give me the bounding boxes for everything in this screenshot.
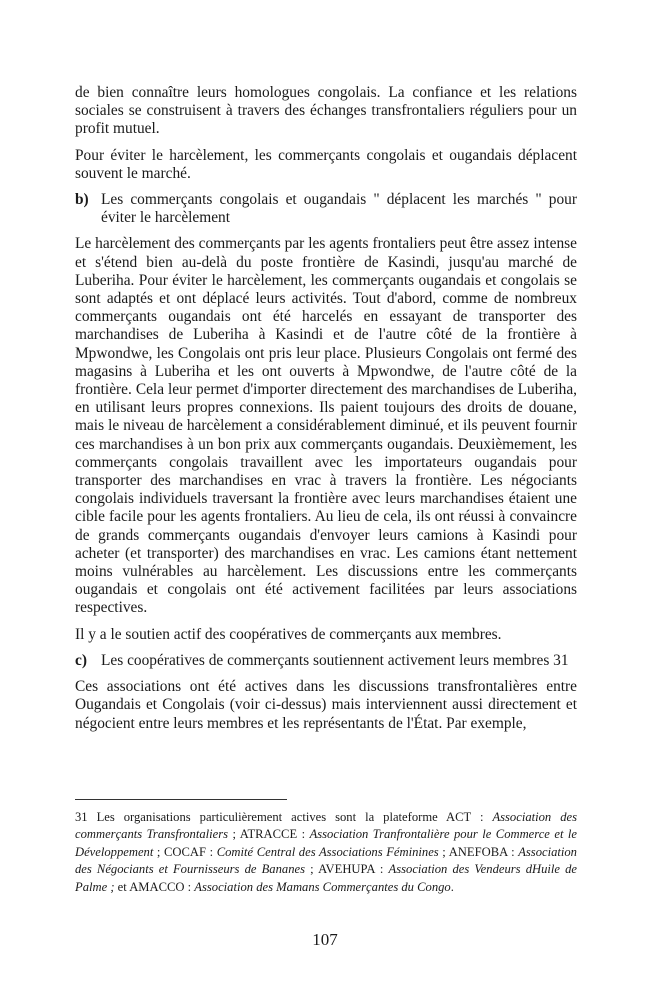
footnote-text: ; ATRACCE : [228,827,310,842]
footnote-text: ; AVEHUPA : [304,862,389,877]
subheading-c [75,652,577,670]
paragraph-intro: de bien connaître leurs homologues congolais. La confiance et les relations sociales se construisent à travers des échanges transfrontaliers réguliers pour un profit mutuel. [75,84,577,138]
page-number: 107 [312,930,338,949]
footnote-org-name: Association des Négociants et Fournisseurs de Bananes [75,844,577,877]
footnote-text: ; ANEFOBA : [438,844,519,859]
footnote-org-name: Association Tranfrontalière pour le Commerce et le Développement [75,827,577,859]
subheading-b-label: b) [75,191,89,209]
footnote-org-name: Association des Mamans Commerçantes du Congo [194,879,451,894]
footnote-text: . [450,879,454,894]
footnote-org-name: Association des commerçants Transfrontaliers [75,810,577,842]
paragraph-markets: Le harcèlement des commerçants par les agents frontaliers peut être assez intense et s'étend bien au-delà du poste frontière de Kasindi, jusqu'au marché de Luberiha. Pour éviter le harcèlement, les commerçants ougandais et congolais se sont adaptés et ont déplacé leurs activités. Tout d'abord, comme de nombreux commerçants ougandais ont été harcelés en essayant de transporter des marchandises de Luberiha à Kasindi et de l'autre côté de la frontière à Mpwondwe, les Congolais ont pris leur place. Plusieurs Congolais ont fermé des magasins à Luberiha et les ont ouverts à Mpwondwe, de l'autre côté de la frontière. Cela leur permet d'importer directement des marchandises de Luberiha, en utilisant leurs propres connexions. Ils paient toujours des droits de douane, mais le niveau de harcèlement a considérablement diminué, et ils peuvent fournir ces marchandises à un bon prix aux commerçants ougandais. Deuxièmement, les commerçants congolais travaillent avec les importateurs ougandais pour transporter des marchandises en vrac à travers la frontière. Les négociants congolais individuels traversant la frontière avec leurs marchandises étaient une cible facile pour les agents frontaliers. Au lieu de cela, ils ont réussi à convaincre de grands commerçants ougandais d'envoyer leurs camions à Kasindi pour acheter (et transporter) des marchandises en vrac. Les camions étant nettement moins vulnérables au harcèlement. Les discussions entre les commerçants ougandais et congolais ont été activement facilitées par leurs associations respectives. [75,235,577,617]
subheading-b-text: Les commerçants congolais et ougandais " déplacent les marchés " pour éviter le harcèlement [101,191,577,227]
footnote-text: 31 Les organisations particulièrement actives sont la plateforme ACT : [75,810,493,824]
footnote-text: ; COCAF : [153,844,217,859]
subheading-c-text: Les coopératives de commerçants soutiennent activement leurs membres 31 [101,651,569,669]
paragraph-support: Il y a le soutien actif des coopératives de commerçants aux membres. [75,625,502,643]
page-body [75,84,577,741]
footnote-org-name: Association des Vendeurs dHuile de Palme ; [75,862,577,894]
paragraph-harassment: Pour éviter le harcèlement, les commerçants congolais et ougandais déplacent souvent le marché. [75,146,577,182]
subheading-c-label: c) [75,651,87,669]
paragraph-associations: Ces associations ont été actives dans les discussions transfrontalières entre Ougandais et Congolais (voir ci-dessus) mais interviennent aussi directement et négocient entre leurs membres et les représentants de l'État. Par exemple, [75,678,577,732]
footnote-divider [75,799,287,800]
footnote-text: et AMACCO : [114,879,195,894]
footnote-31 [75,809,577,896]
footnote-org-name: Comité Central des Associations Féminines [216,844,439,859]
subheading-b [75,191,577,227]
